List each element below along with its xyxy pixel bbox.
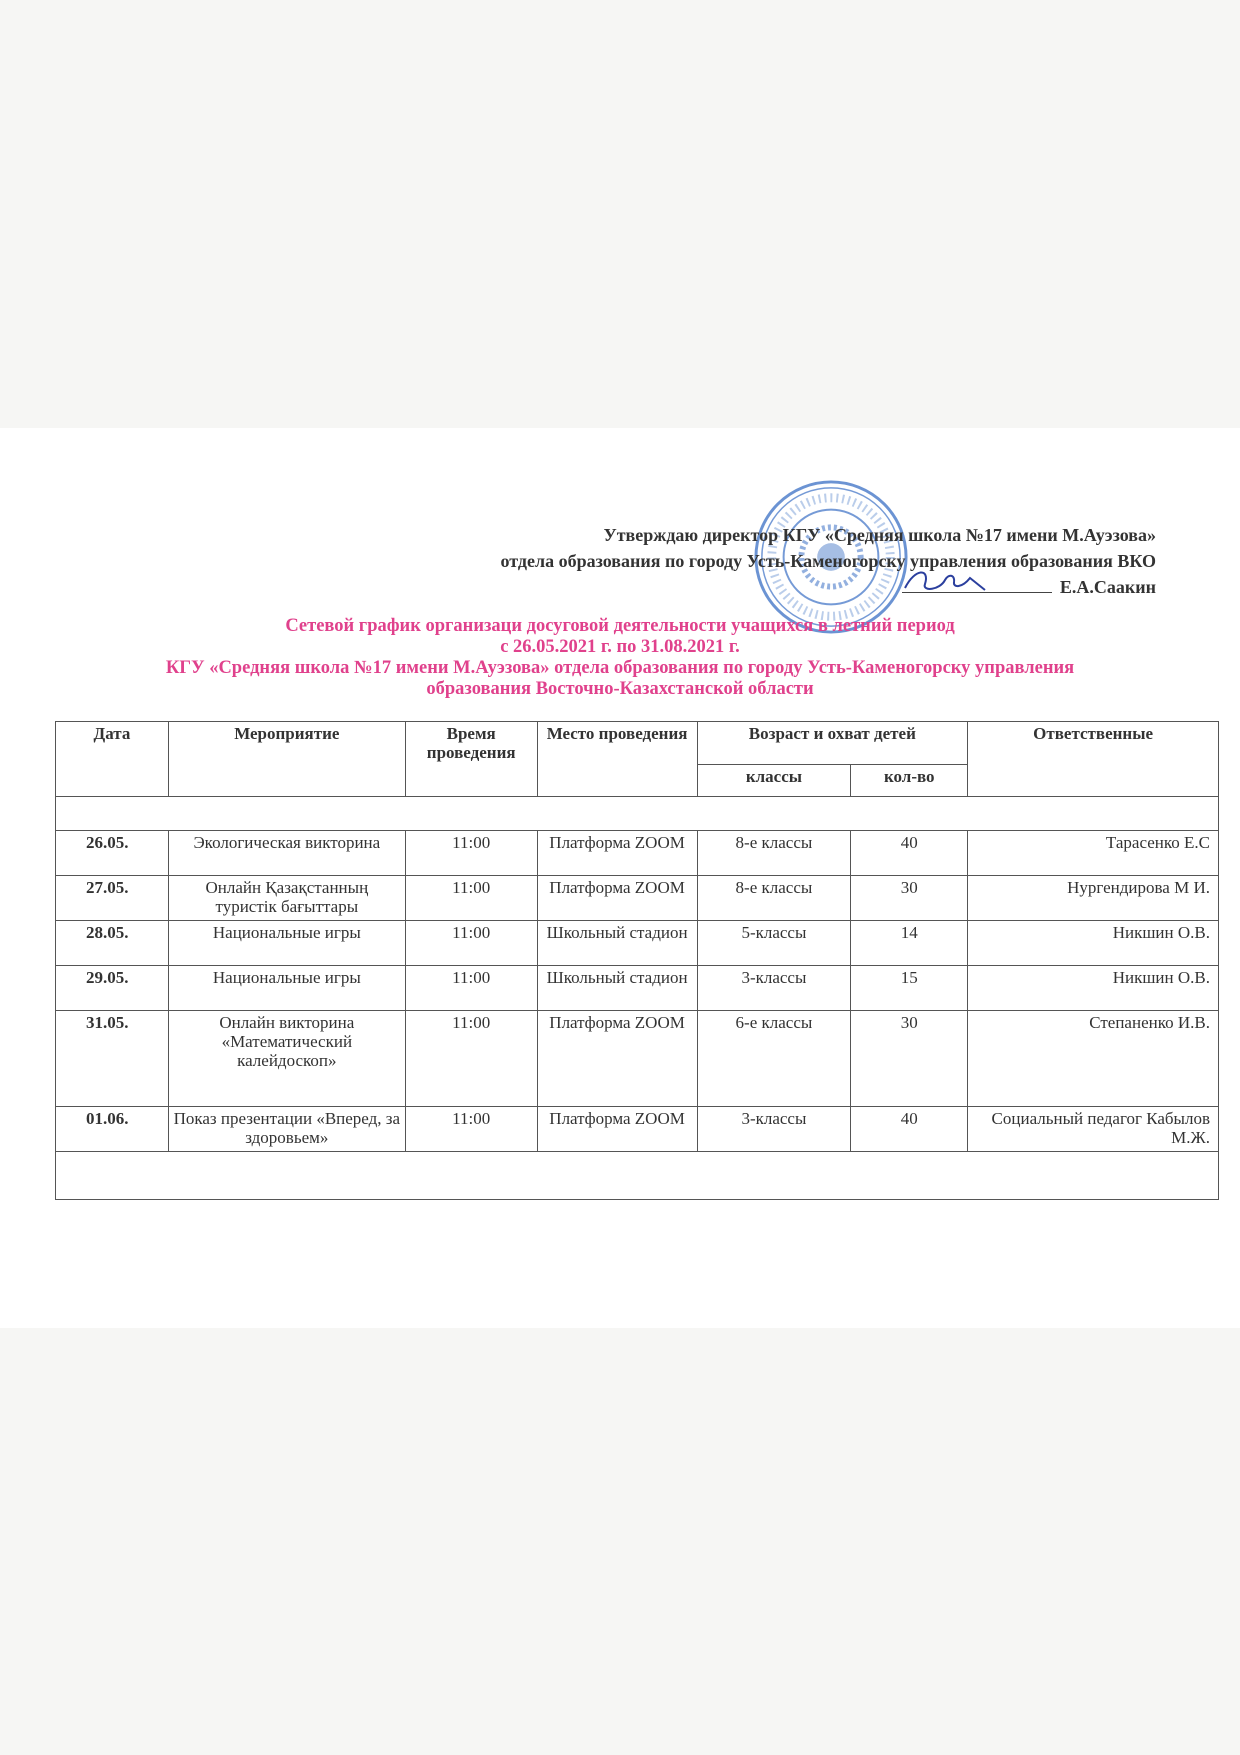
header-event: Мероприятие (168, 722, 405, 797)
row-count: 40 (851, 831, 968, 876)
table-row (56, 1011, 1219, 1107)
table-row (56, 966, 1219, 1011)
row-date: 28.05. (56, 921, 169, 966)
document-title (40, 616, 1200, 700)
row-time: 11:00 (405, 921, 537, 966)
header-responsible: Ответственные (968, 722, 1219, 797)
row-date: 29.05. (56, 966, 169, 1011)
director-name: Е.А.Саакин (1059, 577, 1156, 597)
row-event: Национальные игры (168, 921, 405, 966)
title-line-4: образования Восточно-Казахстанской области (426, 679, 814, 699)
row-date: 26.05. (56, 831, 169, 876)
table-row (56, 1107, 1219, 1152)
row-event: Онлайн Қазақстанның туристік бағыттары (168, 876, 405, 921)
spacer-cell (56, 797, 1219, 831)
row-count: 30 (851, 876, 968, 921)
row-classes: 3-классы (697, 966, 851, 1011)
row-place: Школьный стадион (537, 966, 697, 1011)
header-time: Время проведения (405, 722, 537, 797)
row-responsible: Нургендирова М И. (968, 876, 1219, 921)
header-count: кол-во (851, 765, 968, 797)
row-responsible: Тарасенко Е.С (968, 831, 1219, 876)
table-row (56, 921, 1219, 966)
approval-line-1: Утверждаю директор КГУ «Средняя школа №17 имени М.Ауэзова» (603, 525, 1156, 545)
row-time: 11:00 (405, 966, 537, 1011)
header-classes: классы (697, 765, 851, 797)
approval-signature-line (501, 574, 1156, 600)
row-time: 11:00 (405, 876, 537, 921)
row-time: 11:00 (405, 831, 537, 876)
row-place: Платформа ZOOM (537, 1107, 697, 1152)
row-time: 11:00 (405, 1107, 537, 1152)
row-responsible: Степаненко И.В. (968, 1011, 1219, 1107)
row-date: 01.06. (56, 1107, 169, 1152)
row-event: Онлайн викторина «Математический калейдоскоп» (168, 1011, 405, 1107)
table-row (56, 876, 1219, 921)
row-event: Показ презентации «Вперед, за здоровьем» (168, 1107, 405, 1152)
row-event: Национальные игры (168, 966, 405, 1011)
header-age: Возраст и охват детей (697, 722, 968, 765)
header-place: Место проведения (537, 722, 697, 797)
table-row (56, 831, 1219, 876)
empty-row (56, 1152, 1219, 1200)
row-count: 30 (851, 1011, 968, 1107)
row-responsible: Социальный педагог Кабылов М.Ж. (968, 1107, 1219, 1152)
schedule-table (55, 721, 1219, 1200)
row-time: 11:00 (405, 1011, 537, 1107)
row-responsible: Никшин О.В. (968, 921, 1219, 966)
signature-underline (902, 576, 1052, 593)
approval-line-2: отдела образования по городу Усть-Каменогорску управления образования ВКО (500, 551, 1156, 571)
row-place: Платформа ZOOM (537, 1011, 697, 1107)
row-place: Платформа ZOOM (537, 831, 697, 876)
row-classes: 5-классы (697, 921, 851, 966)
title-line-1: Сетевой график организаци досуговой деятельности учащихся в летний период (285, 616, 955, 636)
row-place: Платформа ZOOM (537, 876, 697, 921)
row-place: Школьный стадион (537, 921, 697, 966)
spacer-row (56, 797, 1219, 831)
row-classes: 8-е классы (697, 876, 851, 921)
row-responsible: Никшин О.В. (968, 966, 1219, 1011)
title-line-2: с 26.05.2021 г. по 31.08.2021 г. (500, 637, 740, 657)
approval-block (501, 522, 1156, 600)
title-line-3: КГУ «Средняя школа №17 имени М.Ауэзова» отдела образования по городу Усть-Каменогорску управления (165, 658, 1075, 678)
row-count: 15 (851, 966, 968, 1011)
row-date: 27.05. (56, 876, 169, 921)
row-date: 31.05. (56, 1011, 169, 1107)
row-event: Экологическая викторина (168, 831, 405, 876)
row-classes: 3-классы (697, 1107, 851, 1152)
header-date: Дата (56, 722, 169, 797)
empty-cell (56, 1152, 1219, 1200)
row-classes: 6-е классы (697, 1011, 851, 1107)
row-count: 40 (851, 1107, 968, 1152)
row-count: 14 (851, 921, 968, 966)
row-classes: 8-е классы (697, 831, 851, 876)
